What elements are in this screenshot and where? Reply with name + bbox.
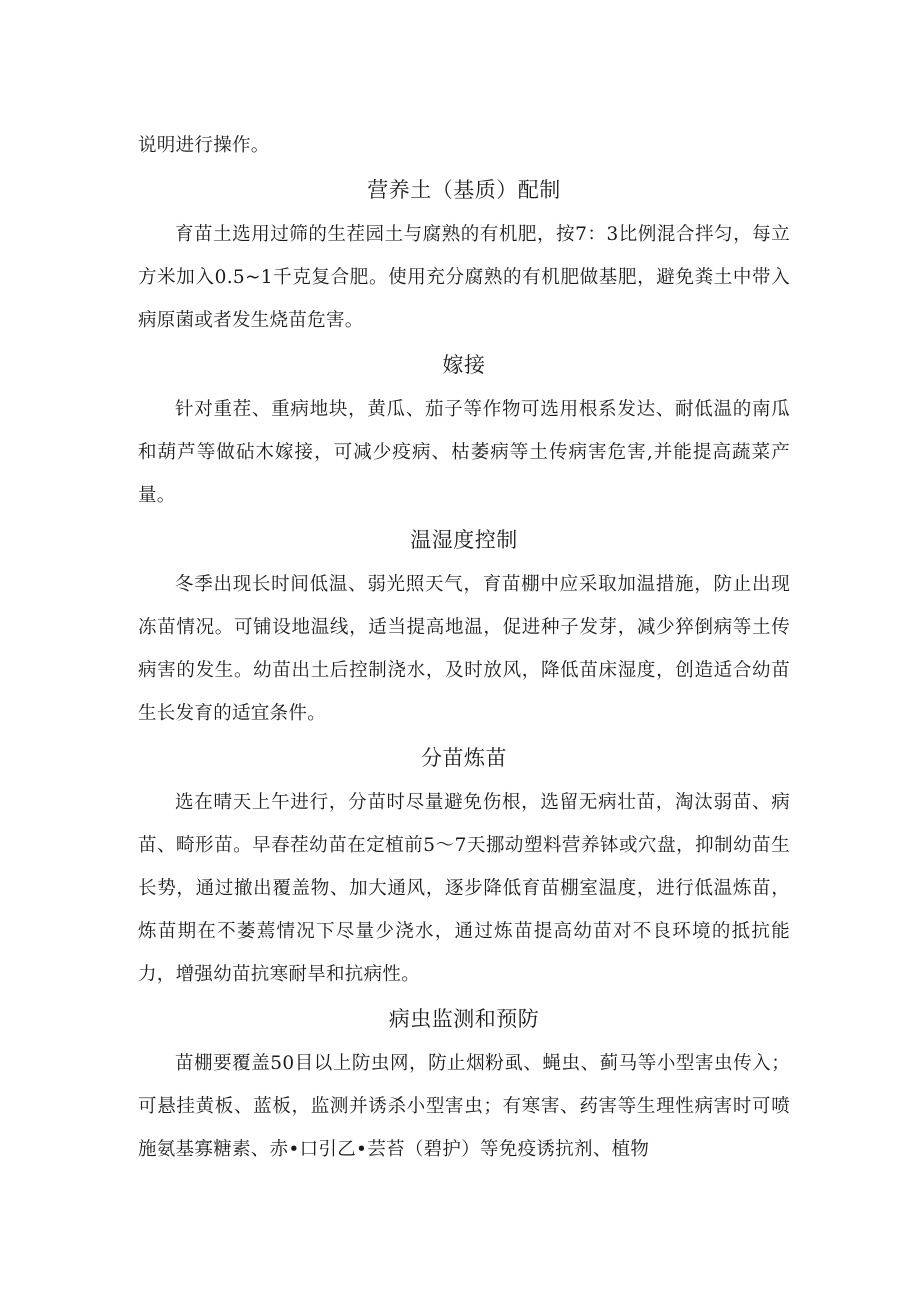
section-body-temperature-humidity: 冬季出现长时间低温、弱光照天气，育苗棚中应采取加温措施，防止出现冻苗情况。可铺设地温线，适当提高地温，促进种子发芽，减少猝倒病等土传病害的发生。幼苗出土后控制浇水，及时放风，降低苗床湿度，创造适合幼苗生长发育的适宜条件。 bbox=[138, 574, 790, 724]
section-heading-grafting: 嫁接 bbox=[442, 353, 486, 377]
intro-paragraph: 说明进行操作。 bbox=[138, 135, 270, 156]
section-body-seedling-hardening: 选在晴天上午进行，分苗时尽量避免伤根，选留无病壮苗，淘汰弱苗、病苗、畸形苗。早春茬幼苗在定植前5～7天挪动塑料营养钵或穴盘，抑制幼苗生长势，通过撤出覆盖物、加大通风，逐步降低育苗棚室温度，进行低温炼苗，炼苗期在不萎蔫情况下尽量少浇水，通过炼苗提高幼苗对不良环境的抵抗能力，增强幼苗抗寒耐旱和抗病性。 bbox=[138, 792, 790, 985]
document-content bbox=[138, 124, 790, 1171]
section-heading-nutrient-soil: 营养土（基质）配制 bbox=[367, 178, 561, 202]
section-body-grafting: 针对重茬、重病地块，黄瓜、茄子等作物可选用根系发达、耐低温的南瓜和葫芦等做砧木嫁接，可减少疫病、枯萎病等土传病害危害,并能提高蔬菜产量。 bbox=[138, 399, 790, 506]
section-heading-pest-monitoring: 病虫监测和预防 bbox=[388, 1007, 540, 1031]
section-heading-seedling-hardening: 分苗炼苗 bbox=[421, 746, 507, 770]
section-body-pest-monitoring: 苗棚要覆盖50目以上防虫网，防止烟粉虱、蝇虫、蓟马等小型害虫传入；可悬挂黄板、蓝板，监测并诱杀小型害虫；有寒害、药害等生理性病害时可喷施氨基寡糖素、赤•口引乙•芸苔（碧护）等免疫诱抗剂、植物 bbox=[138, 1053, 790, 1160]
section-body-nutrient-soil: 育苗土选用过筛的生茬园土与腐熟的有机肥，按7：3比例混合拌匀，每立方米加入0.5~1千克复合肥。使用充分腐熟的有机肥做基肥，避免粪土中带入病原菌或者发生烧苗危害。 bbox=[138, 224, 790, 331]
section-heading-temperature-humidity: 温湿度控制 bbox=[410, 528, 518, 552]
